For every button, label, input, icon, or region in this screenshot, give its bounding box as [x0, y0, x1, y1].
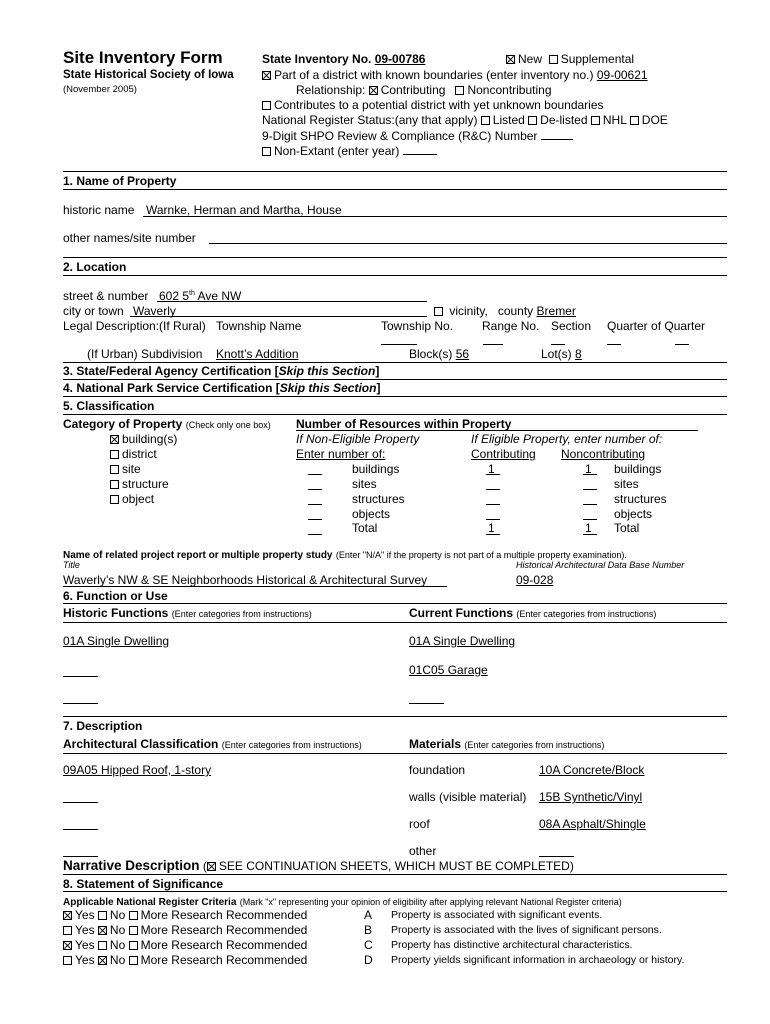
- doe-checkbox[interactable]: [630, 116, 639, 125]
- db-number-label: Historical Architectural Data Base Number: [516, 560, 685, 570]
- listed-checkbox[interactable]: [481, 116, 490, 125]
- nonelig-structures-field[interactable]: [308, 504, 322, 505]
- district-line: [262, 69, 648, 81]
- criteria-heading: Applicable National Register Criteria (Mark "x" representing your opinion of eligibility after applying relevant National Register criteria): [63, 897, 622, 908]
- other-names-label: other names/site number: [63, 231, 196, 245]
- category-object[interactable]: object: [110, 493, 154, 505]
- district-checkbox[interactable]: [110, 450, 119, 459]
- lot-value[interactable]: 8: [575, 347, 582, 361]
- current-functions-heading: Current Functions (Enter categories from instructions): [409, 606, 657, 620]
- township-no-label: Township No.: [381, 319, 454, 333]
- arch-class-value[interactable]: 09A05 Hipped Roof, 1-story: [63, 763, 212, 777]
- nonelig-objects-field[interactable]: [308, 519, 322, 520]
- narrative-label: Narrative Description: [63, 858, 200, 873]
- block-value[interactable]: 56: [455, 347, 470, 361]
- arch-class-heading: Architectural Classification (Enter categories from instructions): [63, 737, 362, 751]
- divider: [63, 171, 727, 172]
- legal-desc-label: Legal Description:(If Rural): [63, 319, 206, 333]
- structure-checkbox[interactable]: [110, 480, 119, 489]
- quarter-of-quarter-field[interactable]: [675, 344, 689, 345]
- criteria-a-letter: A: [364, 908, 373, 922]
- other-material-label: other: [409, 844, 437, 858]
- urban-label: (If Urban) Subdivision: [87, 347, 203, 361]
- lot-line: [541, 348, 582, 360]
- category-district[interactable]: district: [110, 448, 157, 460]
- criteria-b-letter: B: [364, 923, 373, 937]
- criteria-c-no-checkbox[interactable]: [98, 941, 107, 950]
- walls-label: walls (visible material): [409, 790, 527, 804]
- nonextant-label: Non-Extant (enter year): [274, 144, 400, 158]
- arch-class-2-field[interactable]: [63, 802, 98, 803]
- noncontrib-buildings-line: [583, 474, 597, 475]
- nhl-checkbox[interactable]: [591, 116, 600, 125]
- shpo-line: [262, 129, 573, 142]
- section-8-heading: 8. Statement of Significance: [63, 877, 224, 891]
- roof-value[interactable]: 08A Asphalt/Shingle: [539, 817, 646, 831]
- db-number-value[interactable]: 09-028: [516, 573, 554, 587]
- foundation-label: foundation: [409, 763, 466, 777]
- section-2-heading: 2. Location: [63, 260, 127, 274]
- district-number[interactable]: 09-00621: [596, 68, 648, 82]
- street-label: street & number: [63, 289, 149, 303]
- nonelig-sites-field[interactable]: [308, 489, 322, 490]
- divider: [63, 716, 727, 717]
- type-sites-right: sites: [614, 477, 639, 491]
- criteria-c-more-checkbox[interactable]: [129, 941, 138, 950]
- criteria-c-yes-checkbox[interactable]: [63, 941, 72, 950]
- relationship-label: Relationship:: [296, 83, 366, 97]
- type-sites: sites: [352, 477, 377, 491]
- title-label: Title: [63, 560, 80, 570]
- noncontributing-label: Noncontributing: [467, 83, 552, 97]
- vicinity-checkbox[interactable]: [434, 307, 443, 316]
- criteria-c-text: Property has distinctive architectural characteristics.: [391, 939, 633, 951]
- contrib-total-line: [486, 534, 500, 535]
- type-total: Total: [352, 521, 378, 535]
- criteria-row-c: Yes No More Research Recommended: [63, 939, 307, 951]
- narrative-text: SEE CONTINUATION SHEETS, WHICH MUST BE COMPLETED): [218, 859, 574, 873]
- nr-status-label: National Register Status:(any that apply): [262, 113, 478, 127]
- criteria-d-yes-checkbox[interactable]: [63, 956, 72, 965]
- criteria-d-more-checkbox[interactable]: [129, 956, 138, 965]
- section-4-heading: 4. National Park Service Certification [Skip this Section]: [63, 381, 381, 395]
- vicinity-line: [434, 305, 576, 317]
- lot-label: Lot(s): [541, 347, 572, 361]
- section-6-heading: 6. Function or Use: [63, 589, 168, 603]
- narrative-line: Narrative Description ( SEE CONTINUATION SHEETS, WHICH MUST BE COMPLETED): [63, 858, 574, 873]
- section-1-heading: 1. Name of Property: [63, 174, 177, 188]
- materials-heading: Materials (Enter categories from instructions): [409, 737, 605, 751]
- type-objects: objects: [352, 507, 391, 521]
- section-field[interactable]: [551, 344, 565, 345]
- noncontrib-total[interactable]: 1: [585, 521, 592, 535]
- divider: [63, 622, 727, 623]
- shpo-field[interactable]: [541, 129, 573, 140]
- county-label: county: [497, 304, 534, 318]
- non-eligible-label: If Non-Eligible Property: [296, 432, 420, 446]
- range-no-label: Range No.: [482, 319, 540, 333]
- city-label: city or town: [63, 304, 124, 318]
- noncontrib-sites-field[interactable]: [583, 489, 597, 490]
- inventory-line: [262, 53, 425, 65]
- noncontrib-total-line: [583, 534, 597, 535]
- org-name: State Historical Society of Iowa: [63, 69, 234, 81]
- divider: [63, 189, 727, 190]
- historic-function-3-field[interactable]: [63, 703, 98, 704]
- noncontrib-structures-field[interactable]: [583, 504, 597, 505]
- contributing-checkbox[interactable]: [369, 86, 378, 95]
- criteria-b-more-checkbox[interactable]: [129, 926, 138, 935]
- divider: [63, 396, 727, 397]
- range-no-field[interactable]: [483, 344, 503, 345]
- city-line: [130, 316, 427, 317]
- noncontrib-objects-field[interactable]: [583, 519, 597, 520]
- delisted-checkbox[interactable]: [528, 116, 537, 125]
- historic-name-label: historic name: [63, 203, 135, 217]
- inventory-label: State Inventory No.: [262, 52, 372, 66]
- section-5-heading: 5. Classification: [63, 399, 155, 413]
- criteria-a-text: Property is associated with significant events.: [391, 909, 603, 921]
- contributes-text: Contributes to a potential district with yet unknown boundaries: [274, 98, 604, 112]
- historic-function-2-field[interactable]: [63, 676, 98, 677]
- section-7-heading: 7. Description: [63, 719, 143, 733]
- district-checkbox[interactable]: [262, 71, 271, 80]
- new-label: New: [518, 52, 543, 66]
- type-total-right: Total: [614, 521, 640, 535]
- other-material-field[interactable]: [539, 856, 574, 857]
- contrib-total[interactable]: 1: [488, 521, 495, 535]
- section-3-heading: 3. State/Federal Agency Certification [Skip this Section]: [63, 364, 380, 378]
- quarter-label: Quarter of Quarter: [607, 319, 706, 333]
- nonextant-line: [262, 144, 437, 157]
- criteria-d-text: Property yields significant information in archaeology or history.: [391, 954, 685, 966]
- vicinity-label: vicinity,: [449, 304, 488, 318]
- divider: [63, 891, 727, 892]
- roof-label: roof: [409, 817, 430, 831]
- nonextant-checkbox[interactable]: [262, 147, 271, 156]
- num-resources-line: [296, 430, 698, 431]
- divider: [63, 379, 727, 380]
- form-date: (November 2005): [63, 84, 137, 95]
- foundation-value[interactable]: 10A Concrete/Block: [539, 763, 645, 777]
- township-name-label: Township Name: [216, 319, 302, 333]
- new-supp-line: [506, 53, 634, 65]
- nr-status-line: [262, 114, 668, 126]
- type-buildings-right: buildings: [614, 462, 662, 476]
- doe-label: DOE: [641, 113, 668, 127]
- street-value[interactable]: 602 5th Ave NW: [159, 289, 242, 303]
- supplemental-label: Supplemental: [560, 52, 635, 66]
- divider: [63, 603, 727, 604]
- criteria-a-no-checkbox[interactable]: [98, 911, 107, 920]
- new-checkbox[interactable]: [506, 55, 515, 64]
- historic-functions-heading: Historic Functions (Enter categories from instructions): [63, 606, 312, 620]
- arch-class-4-field[interactable]: [63, 856, 98, 857]
- divider: [63, 257, 727, 258]
- walls-value[interactable]: 15B Synthetic/Vinyl: [539, 790, 643, 804]
- criteria-row-d: Yes No More Research Recommended: [63, 954, 307, 966]
- category-structure[interactable]: structure: [110, 478, 169, 490]
- supplemental-checkbox[interactable]: [549, 55, 558, 64]
- category-site[interactable]: site: [110, 463, 141, 475]
- contrib-buildings-line: [486, 474, 500, 475]
- criteria-a-more-checkbox[interactable]: [129, 911, 138, 920]
- category-building[interactable]: building(s): [110, 433, 177, 445]
- narrative-checkbox[interactable]: [207, 862, 216, 871]
- contrib-buildings[interactable]: 1: [488, 462, 495, 476]
- criteria-b-no-checkbox[interactable]: [98, 926, 107, 935]
- criteria-row-a: Yes No More Research Recommended: [63, 909, 307, 921]
- eligible-label: If Eligible Property, enter number of:: [471, 432, 663, 446]
- noncontributing-checkbox[interactable]: [455, 86, 464, 95]
- nonelig-total-field[interactable]: [308, 534, 322, 535]
- criteria-c-letter: C: [364, 938, 373, 952]
- divider: [63, 362, 727, 363]
- nonelig-buildings-field[interactable]: [308, 474, 322, 475]
- nhl-label: NHL: [602, 113, 627, 127]
- form-title: Site Inventory Form: [63, 48, 223, 67]
- block-label: Block(s): [409, 347, 453, 361]
- building-checkbox[interactable]: [110, 435, 119, 444]
- delisted-label: De-listed: [540, 113, 588, 127]
- contrib-structures-field[interactable]: [486, 504, 500, 505]
- township-no-field[interactable]: [381, 344, 417, 345]
- num-resources-heading: Number of Resources within Property: [296, 417, 512, 431]
- site-checkbox[interactable]: [110, 465, 119, 474]
- county-value[interactable]: Bremer: [536, 304, 576, 318]
- contrib-objects-field[interactable]: [486, 519, 500, 520]
- quarter-field[interactable]: [607, 344, 621, 345]
- contributes-checkbox[interactable]: [262, 101, 271, 110]
- historic-name-line: [143, 216, 727, 217]
- criteria-b-text: Property is associated with the lives of significant persons.: [391, 924, 662, 936]
- district-text: Part of a district with known boundaries (enter inventory no.): [274, 68, 594, 82]
- study-title-value[interactable]: Waverly’s NW & SE Neighborhoods Historical & Architectural Survey: [63, 573, 428, 587]
- related-study-label: Name of related project report or multiple property study: [63, 550, 333, 561]
- section-label: Section: [551, 319, 592, 333]
- current-function-1[interactable]: 01A Single Dwelling: [409, 634, 516, 648]
- street-line: [157, 301, 427, 302]
- historic-function-1[interactable]: 01A Single Dwelling: [63, 634, 170, 648]
- contributing-col-label: Contributing: [471, 447, 536, 461]
- criteria-row-b: Yes No More Research Recommended: [63, 924, 307, 936]
- noncontributing-col-label: Noncontributing: [561, 447, 646, 461]
- contrib-sites-field[interactable]: [486, 489, 500, 490]
- divider: [63, 275, 727, 276]
- contributes-line: [262, 99, 604, 111]
- related-study-hint: (Enter "N/A" if the property is not part of a multiple property examination).: [335, 550, 627, 560]
- divider: [63, 414, 727, 415]
- category-heading: Category of Property (Check only one box): [63, 417, 271, 431]
- shpo-label: 9-Digit SHPO Review & Compliance (R&C) Number: [262, 129, 538, 143]
- subdivision-value[interactable]: Knott’s Addition: [216, 347, 299, 361]
- criteria-a-yes-checkbox[interactable]: [63, 911, 72, 920]
- current-function-2[interactable]: 01C05 Garage: [409, 663, 488, 677]
- arch-class-3-field[interactable]: [63, 829, 98, 830]
- historic-name-value[interactable]: Warnke, Herman and Martha, House: [146, 203, 342, 217]
- current-function-3-field[interactable]: [409, 703, 444, 704]
- city-value[interactable]: Waverly: [133, 304, 176, 318]
- study-title-line: [63, 586, 447, 587]
- divider: [63, 874, 727, 875]
- noncontrib-buildings[interactable]: 1: [585, 462, 592, 476]
- object-checkbox[interactable]: [110, 495, 119, 504]
- other-names-field[interactable]: [209, 243, 727, 244]
- divider: [63, 753, 727, 754]
- block-line: [409, 348, 469, 360]
- criteria-d-no-checkbox[interactable]: [98, 956, 107, 965]
- relationship-line: [296, 84, 552, 96]
- type-buildings: buildings: [352, 462, 400, 476]
- type-structures: structures: [352, 492, 405, 506]
- type-structures-right: structures: [614, 492, 667, 506]
- enter-number-label: Enter number of:: [296, 447, 386, 461]
- type-objects-right: objects: [614, 507, 653, 521]
- criteria-d-letter: D: [364, 953, 373, 967]
- criteria-b-yes-checkbox[interactable]: [63, 926, 72, 935]
- nonextant-year-field[interactable]: [403, 144, 437, 155]
- inventory-number[interactable]: 09-00786: [374, 52, 426, 66]
- contributing-label: Contributing: [380, 83, 446, 97]
- listed-label: Listed: [492, 113, 525, 127]
